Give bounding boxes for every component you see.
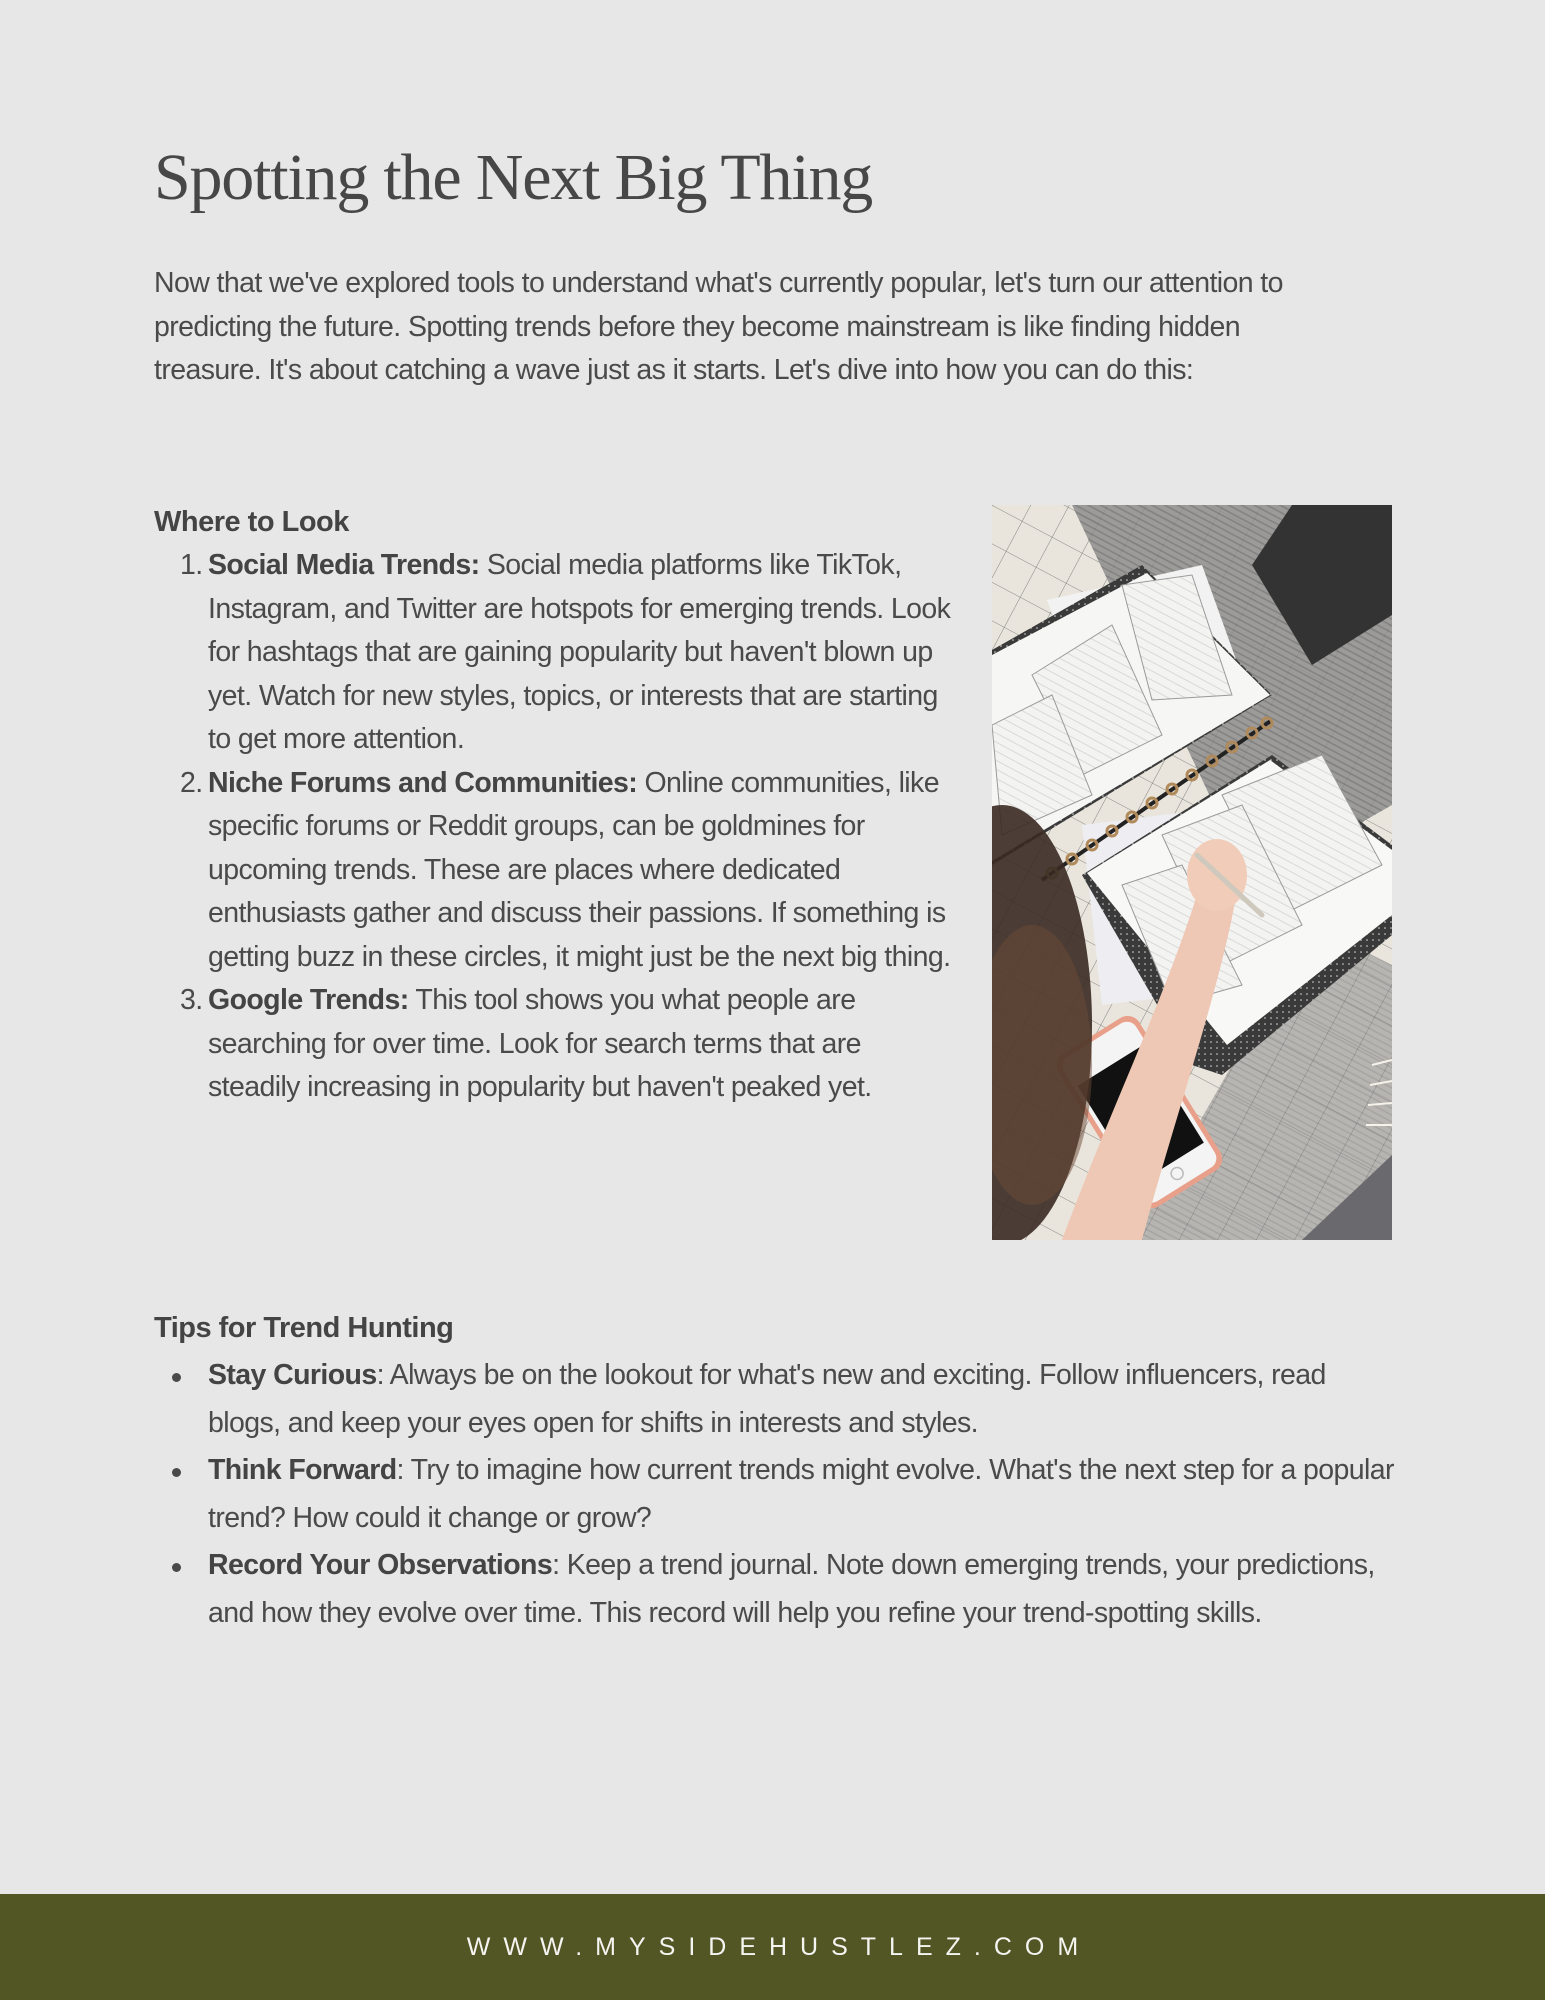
where-to-look-list xyxy=(154,544,954,1110)
planner-illustration-icon xyxy=(992,505,1392,1240)
tip-item-think-forward xyxy=(154,1447,1404,1542)
tip-term: Stay Curious xyxy=(208,1359,377,1391)
bullet-icon xyxy=(172,1468,181,1477)
footer-bar xyxy=(0,1894,1545,2000)
list-item-google-trends xyxy=(154,979,954,1110)
tips-heading: Tips for Trend Hunting xyxy=(154,1312,454,1344)
footer-website-link[interactable]: WWW.MYSIDEHUSTLEZ.COM xyxy=(466,1932,1092,1961)
list-item-text: This tool shows you what people are searching for over time. Look for search terms that are steadily increasing in popularity but haven't peaked yet. xyxy=(208,984,872,1103)
intro-paragraph: Now that we've explored tools to understand what's currently popular, let's turn our attention to predicting the future. Spotting trends before they become mainstream is like finding hidden treasure. It's about catching a wave just as it starts. Let's dive into how you can do this: xyxy=(154,267,1283,386)
where-to-look-heading: Where to Look xyxy=(154,506,349,538)
tip-term: Record Your Observations xyxy=(208,1549,553,1581)
list-number: 2. xyxy=(180,766,203,799)
list-item-term: Social Media Trends: xyxy=(208,549,480,581)
tip-text: : Keep a trend journal. Note down emerging trends, your predictions, and how they evolve over time. This record will help you refine your trend-spotting skills. xyxy=(208,1549,1375,1629)
list-item-text: Social media platforms like TikTok, Instagram, and Twitter are hotspots for emerging trends. Look for hashtags that are gaining popularity but haven't blown up yet. Watch for new styles, topics, or interests that are starting to get more attention. xyxy=(208,549,951,755)
tip-item-record-observations xyxy=(154,1542,1404,1637)
list-item-niche-forums xyxy=(154,762,954,980)
list-number: 1. xyxy=(180,549,203,581)
bullet-icon xyxy=(172,1373,181,1382)
tip-term: Think Forward xyxy=(208,1454,397,1486)
page-title: Spotting the Next Big Thing xyxy=(154,141,873,214)
tip-text: : Try to imagine how current trends might evolve. What's the next step for a popular trend? How could it change or grow? xyxy=(208,1454,1394,1534)
list-item-text: Online communities, like specific forums or Reddit groups, can be goldmines for upcoming trends. These are places where dedicated enthusiasts gather and discuss their passions. If something is getting buzz in these circles, it might just be the next big thing. xyxy=(208,766,951,973)
list-number: 3. xyxy=(180,984,203,1016)
tip-text: : Always be on the lookout for what's new and exciting. Follow influencers, read blogs, and keep your eyes open for shifts in interests and styles. xyxy=(208,1359,1326,1439)
planner-photo xyxy=(992,505,1392,1240)
bullet-icon xyxy=(172,1563,181,1572)
list-item-social-media xyxy=(154,544,954,762)
tips-list xyxy=(154,1352,1404,1637)
tip-item-stay-curious xyxy=(154,1352,1404,1447)
list-item-term: Google Trends: xyxy=(208,984,409,1016)
list-item-term: Niche Forums and Communities: xyxy=(208,766,638,799)
